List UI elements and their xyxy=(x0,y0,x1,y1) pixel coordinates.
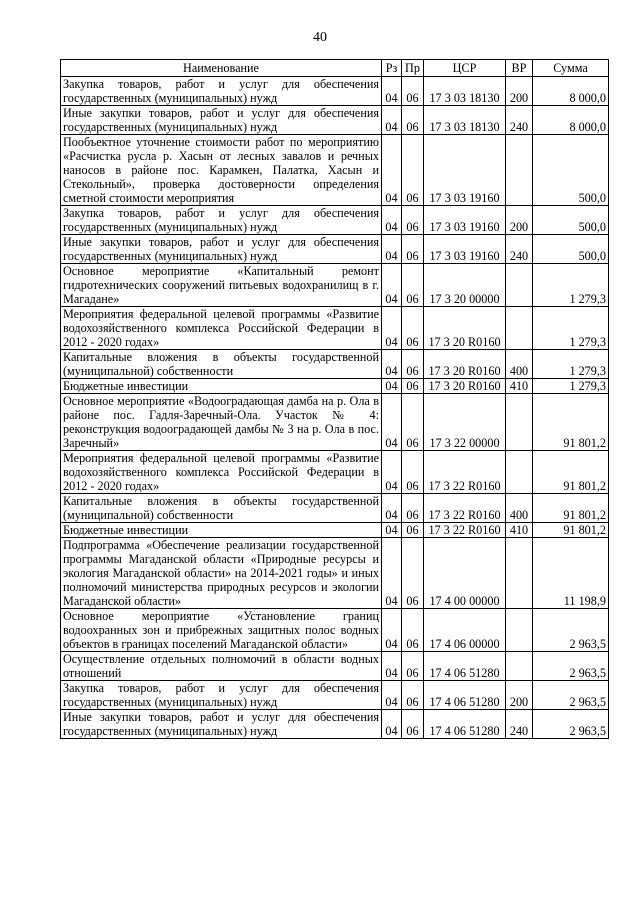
cell-sum: 2 963,5 xyxy=(533,710,609,739)
cell-pr: 06 xyxy=(402,106,424,135)
table-row xyxy=(61,538,609,609)
cell-pr: 06 xyxy=(402,609,424,652)
table-row xyxy=(61,609,609,652)
cell-rz: 04 xyxy=(382,106,402,135)
cell-vr: 240 xyxy=(506,235,533,264)
table-row xyxy=(61,106,609,135)
cell-pr: 06 xyxy=(402,681,424,710)
cell-sum: 91 801,2 xyxy=(533,394,609,451)
cell-name: Осуществление отдельных полномочий в области водных отношений xyxy=(61,652,382,681)
cell-csr: 17 4 06 51280 xyxy=(424,652,506,681)
budget-table xyxy=(60,59,609,739)
cell-vr: 200 xyxy=(506,77,533,106)
cell-rz: 04 xyxy=(382,350,402,379)
cell-rz: 04 xyxy=(382,307,402,350)
cell-rz: 04 xyxy=(382,681,402,710)
cell-csr: 17 3 20 R0160 xyxy=(424,379,506,394)
cell-rz: 04 xyxy=(382,77,402,106)
cell-vr xyxy=(506,451,533,494)
cell-sum: 8 000,0 xyxy=(533,106,609,135)
table-row xyxy=(61,652,609,681)
cell-name: Бюджетные инвестиции xyxy=(61,379,382,394)
cell-csr: 17 3 20 R0160 xyxy=(424,307,506,350)
cell-sum: 500,0 xyxy=(533,206,609,235)
cell-sum: 2 963,5 xyxy=(533,652,609,681)
cell-sum: 91 801,2 xyxy=(533,451,609,494)
cell-csr: 17 3 03 18130 xyxy=(424,77,506,106)
cell-rz: 04 xyxy=(382,609,402,652)
cell-name: Пообъектное уточнение стоимости работ по мероприятию «Расчистка русла р. Хасын от лесных завалов и речных наносов в районе пос. Карамкен, Палатка, Хасын и Стекольный», проверка достоверности определения сметной стоимости мероприятия xyxy=(61,135,382,206)
cell-rz: 04 xyxy=(382,206,402,235)
cell-name: Основное мероприятие «Водооградающая дамба на р. Ола в районе пос. Гадля-Заречный-Ола. Участок № 4: реконструкция водооградающей дамбы № 3 на р. Ола в пос. Заречный» xyxy=(61,394,382,451)
cell-pr: 06 xyxy=(402,523,424,538)
cell-rz: 04 xyxy=(382,652,402,681)
cell-pr: 06 xyxy=(402,652,424,681)
cell-vr: 400 xyxy=(506,494,533,523)
cell-rz: 04 xyxy=(382,523,402,538)
cell-name: Основное мероприятие «Установление границ водоохранных зон и прибрежных защитных полос водных объектов в границах поселений Магаданской области» xyxy=(61,609,382,652)
cell-rz: 04 xyxy=(382,394,402,451)
cell-vr: 240 xyxy=(506,106,533,135)
cell-sum: 1 279,3 xyxy=(533,307,609,350)
cell-name: Закупка товаров, работ и услуг для обеспечения государственных (муниципальных) нужд xyxy=(61,681,382,710)
header-csr: ЦСР xyxy=(424,60,506,77)
cell-vr xyxy=(506,135,533,206)
table-row xyxy=(61,379,609,394)
cell-name: Бюджетные инвестиции xyxy=(61,523,382,538)
cell-vr xyxy=(506,609,533,652)
cell-pr: 06 xyxy=(402,494,424,523)
cell-vr xyxy=(506,538,533,609)
cell-csr: 17 4 06 51280 xyxy=(424,681,506,710)
table-header xyxy=(61,60,609,77)
cell-name: Подпрограмма «Обеспечение реализации государственной программы Магаданской области «Природные ресурсы и экология Магаданской области» на 2014-2021 годы» и иных полномочий министерства природных ресурсов и экологии Магаданской области» xyxy=(61,538,382,609)
cell-csr: 17 3 20 00000 xyxy=(424,264,506,307)
cell-sum: 1 279,3 xyxy=(533,379,609,394)
cell-vr: 240 xyxy=(506,710,533,739)
cell-pr: 06 xyxy=(402,235,424,264)
cell-pr: 06 xyxy=(402,135,424,206)
cell-name: Иные закупки товаров, работ и услуг для обеспечения государственных (муниципальных) нужд xyxy=(61,106,382,135)
cell-sum: 500,0 xyxy=(533,235,609,264)
table-row xyxy=(61,135,609,206)
cell-vr: 400 xyxy=(506,350,533,379)
cell-name: Капитальные вложения в объекты государственной (муниципальной) собственности xyxy=(61,350,382,379)
cell-pr: 06 xyxy=(402,710,424,739)
cell-name: Иные закупки товаров, работ и услуг для обеспечения государственных (муниципальных) нужд xyxy=(61,710,382,739)
cell-pr: 06 xyxy=(402,538,424,609)
table-row xyxy=(61,235,609,264)
cell-csr: 17 3 03 18130 xyxy=(424,106,506,135)
cell-csr: 17 3 20 R0160 xyxy=(424,350,506,379)
cell-sum: 8 000,0 xyxy=(533,77,609,106)
cell-rz: 04 xyxy=(382,451,402,494)
cell-vr xyxy=(506,264,533,307)
cell-csr: 17 4 06 00000 xyxy=(424,609,506,652)
cell-sum: 1 279,3 xyxy=(533,350,609,379)
cell-rz: 04 xyxy=(382,494,402,523)
header-vr: ВР xyxy=(506,60,533,77)
cell-csr: 17 3 22 00000 xyxy=(424,394,506,451)
cell-pr: 06 xyxy=(402,77,424,106)
cell-rz: 04 xyxy=(382,235,402,264)
table-row xyxy=(61,77,609,106)
cell-csr: 17 3 03 19160 xyxy=(424,135,506,206)
cell-csr: 17 3 22 R0160 xyxy=(424,494,506,523)
cell-csr: 17 3 03 19160 xyxy=(424,235,506,264)
cell-name: Иные закупки товаров, работ и услуг для обеспечения государственных (муниципальных) нужд xyxy=(61,235,382,264)
table-row xyxy=(61,350,609,379)
cell-rz: 04 xyxy=(382,379,402,394)
cell-vr xyxy=(506,394,533,451)
header-sum: Сумма xyxy=(533,60,609,77)
table-row xyxy=(61,394,609,451)
cell-vr xyxy=(506,652,533,681)
cell-sum: 2 963,5 xyxy=(533,609,609,652)
cell-sum: 91 801,2 xyxy=(533,523,609,538)
cell-sum: 91 801,2 xyxy=(533,494,609,523)
cell-rz: 04 xyxy=(382,538,402,609)
header-rz: Рз xyxy=(382,60,402,77)
cell-pr: 06 xyxy=(402,451,424,494)
cell-rz: 04 xyxy=(382,135,402,206)
cell-csr: 17 3 03 19160 xyxy=(424,206,506,235)
header-pr: Пр xyxy=(402,60,424,77)
table-row xyxy=(61,264,609,307)
header-name: Наименование xyxy=(61,60,382,77)
cell-vr: 200 xyxy=(506,206,533,235)
cell-name: Капитальные вложения в объекты государственной (муниципальной) собственности xyxy=(61,494,382,523)
cell-sum: 500,0 xyxy=(533,135,609,206)
cell-pr: 06 xyxy=(402,264,424,307)
cell-pr: 06 xyxy=(402,307,424,350)
table-row xyxy=(61,451,609,494)
cell-vr: 200 xyxy=(506,681,533,710)
cell-name: Мероприятия федеральной целевой программы «Развитие водохозяйственного комплекса Российской Федерации в 2012 - 2020 годах» xyxy=(61,307,382,350)
cell-pr: 06 xyxy=(402,350,424,379)
cell-name: Закупка товаров, работ и услуг для обеспечения государственных (муниципальных) нужд xyxy=(61,206,382,235)
page-number: 40 xyxy=(313,30,327,45)
cell-pr: 06 xyxy=(402,379,424,394)
cell-csr: 17 3 22 R0160 xyxy=(424,523,506,538)
table-row xyxy=(61,307,609,350)
table-row xyxy=(61,523,609,538)
table-row xyxy=(61,681,609,710)
cell-pr: 06 xyxy=(402,206,424,235)
cell-rz: 04 xyxy=(382,710,402,739)
cell-pr: 06 xyxy=(402,394,424,451)
cell-name: Мероприятия федеральной целевой программы «Развитие водохозяйственного комплекса Российской Федерации в 2012 - 2020 годах» xyxy=(61,451,382,494)
cell-csr: 17 4 06 51280 xyxy=(424,710,506,739)
cell-vr xyxy=(506,307,533,350)
cell-csr: 17 3 22 R0160 xyxy=(424,451,506,494)
cell-vr: 410 xyxy=(506,379,533,394)
cell-sum: 2 963,5 xyxy=(533,681,609,710)
table-row xyxy=(61,710,609,739)
table-row xyxy=(61,206,609,235)
cell-vr: 410 xyxy=(506,523,533,538)
table-row xyxy=(61,494,609,523)
cell-sum: 11 198,9 xyxy=(533,538,609,609)
cell-csr: 17 4 00 00000 xyxy=(424,538,506,609)
cell-sum: 1 279,3 xyxy=(533,264,609,307)
cell-name: Основное мероприятие «Капитальный ремонт гидротехнических сооружений питьевых водохранилищ в г. Магадане» xyxy=(61,264,382,307)
cell-rz: 04 xyxy=(382,264,402,307)
cell-name: Закупка товаров, работ и услуг для обеспечения государственных (муниципальных) нужд xyxy=(61,77,382,106)
